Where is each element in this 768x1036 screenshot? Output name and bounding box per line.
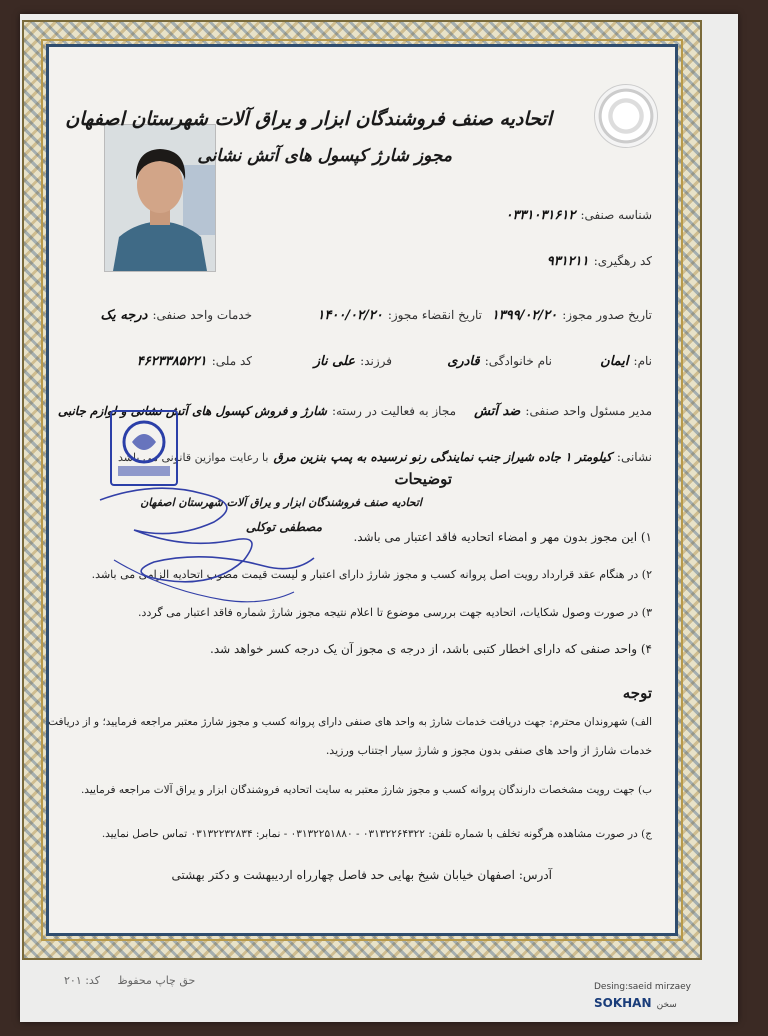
note-item: ۱) این مجوز بدون مهر و امضاء اتحادیه فاقد اعتبار می باشد.	[353, 530, 652, 544]
address: نشانی: کیلومتر ۱ جاده شیراز جنب نمایندگی رنو نرسیده به پمپ بنزین مرق با رعایت موازین قانونی می باشد	[118, 450, 652, 464]
attention-item: خدمات شارژ از واحد های صنفی بدون مجوز و شارژ سیار اجتناب ورزید.	[325, 744, 652, 757]
tracking-code: کد رهگیری: ۹۳۱۲۱۱	[546, 254, 652, 269]
first-name: نام: ایمان	[600, 354, 652, 369]
signature-name: مصطفی توکلی	[245, 520, 322, 534]
service-grade: خدمات واحد صنفی: درجه یک	[100, 308, 252, 323]
father-name: فرزند: علی ناز	[313, 354, 392, 369]
activity: مجاز به فعالیت در رسته: شارژ و فروش کپسول های آتش نشانی و لوازم جانبی	[57, 404, 456, 418]
national-code: کد ملی: ۴۶۲۳۳۸۵۲۲۱	[136, 354, 252, 369]
brand-logo: SOKHAN	[594, 996, 652, 1010]
note-item: ۳) در صورت وصول شکایات، اتحادیه جهت بررسی موضوع تا اعلام نتیجه مجوز شارژ شماره فاقد اعتبار می گردد.	[138, 606, 652, 619]
footer-rights: حق چاپ محفوظ کد: ۲۰۱	[64, 974, 196, 987]
manager: مدیر مسئول واحد صنفی: ضد آتش	[474, 404, 652, 419]
footer-brand	[594, 982, 714, 1011]
signature-org: اتحادیه صنف فروشندگان ابزار و یراق آلات شهرستان اصفهان	[140, 496, 422, 509]
notes-title: توضیحات	[394, 470, 452, 488]
org-title: اتحادیه صنف فروشندگان ابزار و یراق آلات شهرستان اصفهان	[65, 108, 552, 130]
attention-item: الف) شهروندان محترم: جهت دریافت خدمات شارژ به واحد های صنفی دارای پروانه کسب و مجوز شارژ معتبر مراجعه فرمایید؛ و از دریافت	[48, 716, 652, 728]
attention-item: ج) در صورت مشاهده هرگونه تخلف با شماره تلفن: ۰۳۱۳۲۲۶۴۳۲۲ - ۰۳۱۳۲۲۵۱۸۸۰ - نمابر: ۰۳۱۳۲۲۳۲۸۳۴ تماس حاصل نمایید.	[101, 828, 652, 840]
brand-logo-fa: سخن	[656, 1000, 677, 1010]
last-name: نام خانوادگی: قادری	[447, 354, 552, 369]
license-title: مجوز شارژ کپسول های آتش نشانی	[197, 146, 452, 166]
union-address: آدرس: اصفهان خیابان شیخ بهایی حد فاصل چهارراه اردیبهشت و دکتر بهشتی	[171, 868, 552, 882]
designer-credit: Desing:saeid mirzaey	[594, 982, 691, 992]
expiry-date: تاریخ انقضاء مجوز: ۱۴۰۰/۰۲/۲۰	[317, 308, 482, 323]
note-item: ۲) در هنگام عقد قرارداد رویت اصل پروانه کسب و مجوز شارژ دارای اعتبار و لیست قیمت مصوب اتحادیه الزامی می باشد.	[91, 568, 652, 581]
attention-item: ب) جهت رویت مشخصات دارندگان پروانه کسب و مجوز شارژ معتبر به سایت اتحادیه فروشندگان ابزار و یراق آلات مراجعه فرمایید.	[80, 784, 652, 796]
industry-id: شناسه صنفی: ۰۳۳۱۰۳۱۶۱۲	[505, 208, 652, 223]
attention-title: توجه	[622, 684, 652, 702]
note-item: ۴) واحد صنفی که دارای اخطار کتبی باشد، از درجه ی مجوز آن یک درجه کسر خواهد شد.	[210, 642, 652, 656]
signature-scribble	[94, 470, 334, 620]
issue-date: تاریخ صدور مجوز: ۱۳۹۹/۰۲/۲۰	[491, 308, 652, 323]
